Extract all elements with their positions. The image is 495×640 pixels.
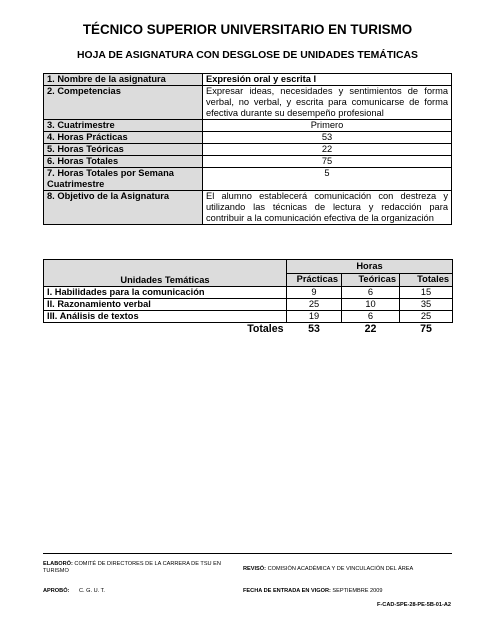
footer-reviso (243, 566, 453, 573)
unit-teoricas: 6 (342, 287, 400, 299)
info-label: 8. Objetivo de la Asignatura (44, 191, 203, 225)
subject-info-table (43, 73, 452, 225)
info-label: 3. Cuatrimestre (44, 120, 203, 132)
info-value: Expresión oral y escrita I (203, 74, 452, 86)
info-row-competencias (44, 86, 452, 120)
unit-totales: 25 (400, 311, 453, 323)
thematic-units-table (43, 259, 453, 335)
table-row (44, 287, 453, 299)
totals-label: Totales (247, 323, 284, 335)
totals-totales: 75 (420, 323, 432, 335)
info-value: 5 (203, 168, 452, 191)
info-value: 53 (203, 132, 452, 144)
table-row (44, 299, 453, 311)
teoricas-column-header: Teóricas (342, 273, 400, 287)
info-label: 4. Horas Prácticas (44, 132, 203, 144)
units-header-row (44, 260, 453, 274)
info-value: Primero (203, 120, 452, 132)
unit-teoricas: 6 (342, 311, 400, 323)
footer-divider (43, 553, 452, 554)
unit-practicas: 25 (287, 299, 342, 311)
info-row-horas-practicas (44, 132, 452, 144)
info-value: 22 (203, 144, 452, 156)
document-title: TÉCNICO SUPERIOR UNIVERSITARIO EN TURISMO (82, 22, 413, 37)
practicas-column-header: Prácticas (287, 273, 342, 287)
totals-row (44, 323, 453, 336)
unit-name: III. Análisis de textos (44, 311, 287, 323)
units-column-header: Unidades Temáticas (44, 260, 287, 287)
footer-elaboro (43, 561, 235, 575)
info-label: 2. Competencias (44, 86, 203, 120)
elaboro-label: ELABORÓ: (43, 561, 73, 567)
totals-teoricas: 22 (364, 323, 377, 335)
info-row-objetivo (44, 191, 452, 225)
info-label: 5. Horas Teóricas (44, 144, 203, 156)
fecha-label: FECHA DE ENTRADA EN VIGOR: (243, 588, 331, 594)
info-row-horas-totales (44, 156, 452, 168)
reviso-label: REVISÓ: (243, 566, 267, 572)
unit-practicas: 9 (287, 287, 342, 299)
unit-name: II. Razonamiento verbal (44, 299, 287, 311)
document-subtitle: HOJA DE ASIGNATURA CON DESGLOSE DE UNIDADES TEMÁTICAS (77, 50, 418, 61)
info-row-name (44, 74, 452, 86)
info-label: 7. Horas Totales por Semana Cuatrimestre (44, 168, 203, 191)
info-row-horas-teoricas (44, 144, 452, 156)
totals-practicas: 53 (308, 323, 320, 335)
info-label: 1. Nombre de la asignatura (44, 74, 203, 86)
document-code: F-CAD-SPE-28-PE-5B-01-A2 (377, 602, 451, 608)
totales-column-header: Totales (400, 273, 453, 287)
unit-practicas: 19 (287, 311, 342, 323)
info-row-horas-semana (44, 168, 452, 191)
unit-totales: 15 (400, 287, 453, 299)
info-value: Expresar ideas, necesidades y sentimientos de forma verbal, no verbal, y escrita para comunicarse de forma efectiva durante su desempeño profesional (203, 86, 452, 120)
aprobo-label: APROBÓ: (43, 588, 70, 594)
unit-name: I. Habilidades para la comunicación (44, 287, 287, 299)
info-row-cuatrimestre (44, 120, 452, 132)
elaboro-value: COMITÉ DE DIRECTORES DE LA CARRERA DE TSU EN TURISMO (43, 561, 221, 574)
info-label: 6. Horas Totales (44, 156, 203, 168)
info-value: 75 (203, 156, 452, 168)
footer-aprobo (43, 588, 235, 595)
hours-column-header: Horas (287, 260, 453, 274)
footer-fecha (243, 588, 453, 595)
aprobo-value: C. G. U. T. (78, 588, 105, 594)
info-value: El alumno establecerá comunicación con destreza y utilizando las técnicas de lectura y redacción para contribuir a la comunicación efectiva de la organización (203, 191, 452, 225)
table-row (44, 311, 453, 323)
fecha-value: SEPTIEMBRE 2009 (332, 588, 383, 594)
unit-teoricas: 10 (342, 299, 400, 311)
unit-totales: 35 (400, 299, 453, 311)
reviso-value: COMISIÓN ACADÉMICA Y DE VINCULACIÓN DEL ÁREA (267, 566, 414, 572)
